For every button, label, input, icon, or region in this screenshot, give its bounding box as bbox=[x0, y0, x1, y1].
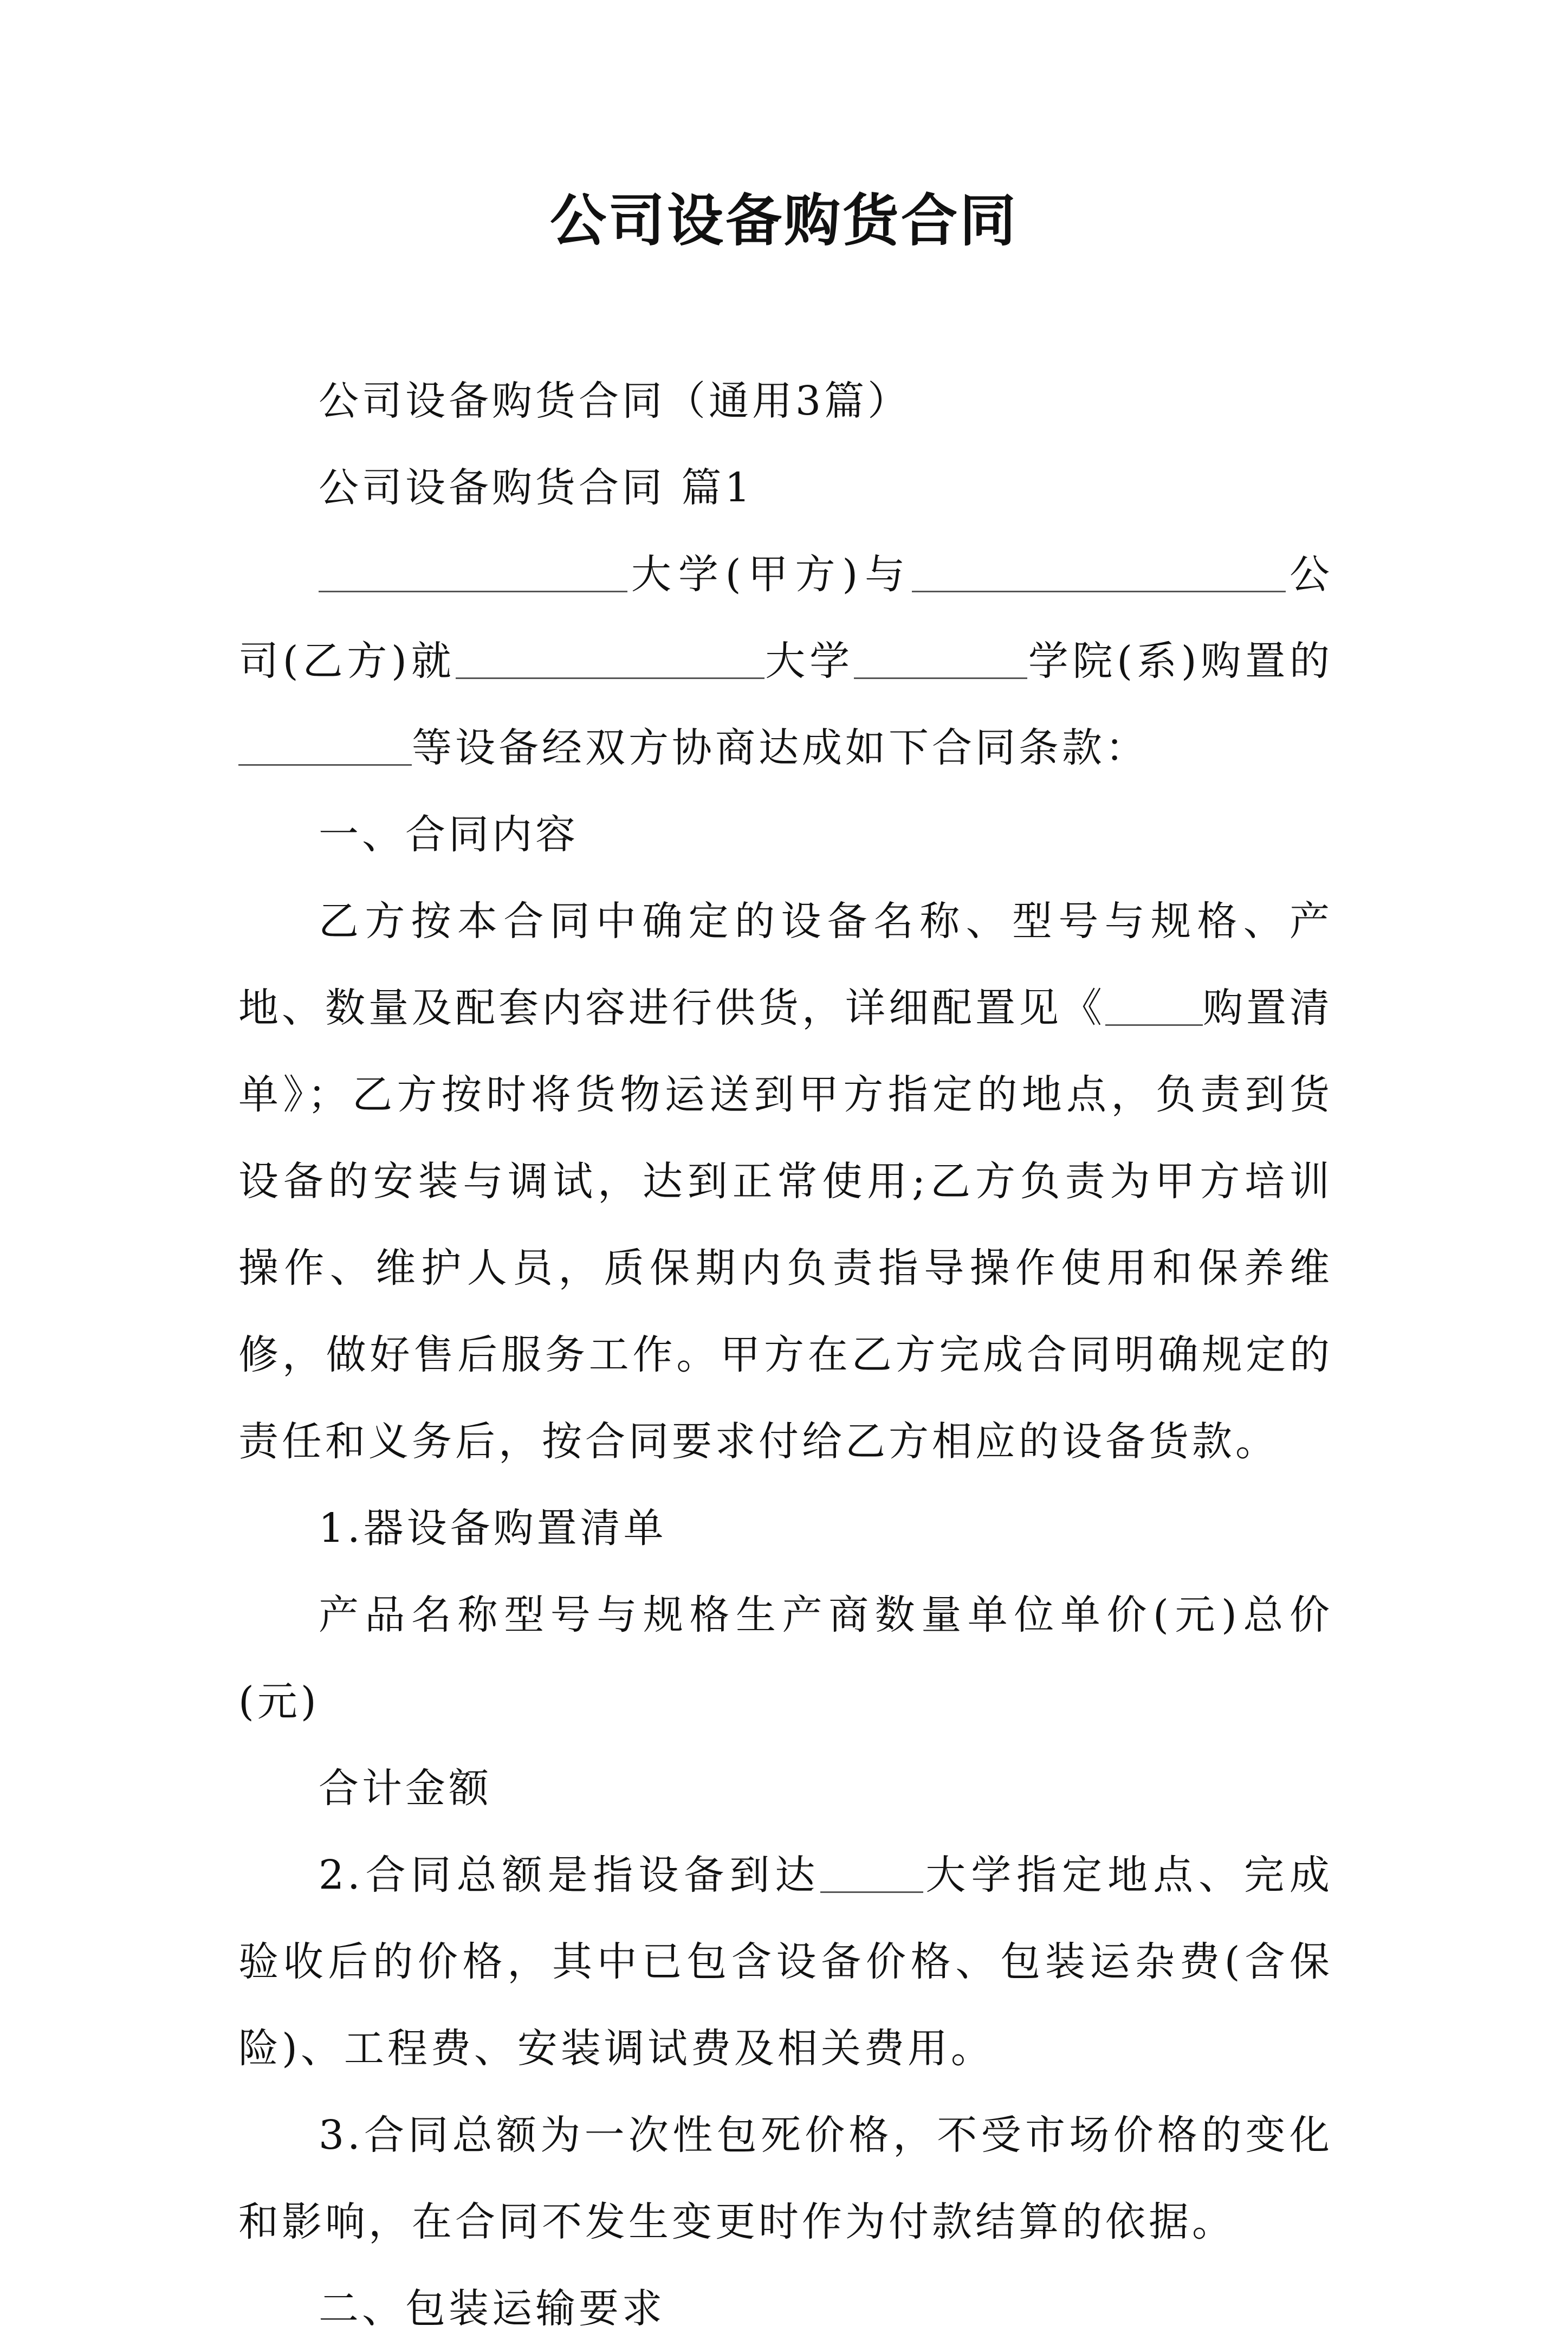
blank-university-b bbox=[456, 645, 764, 679]
item-1: 1.器设备购置清单 bbox=[319, 1505, 667, 1552]
intro-text-3: 大学 bbox=[764, 638, 854, 684]
item2-text-a: 2.合同总额是指设备到达 bbox=[319, 1852, 821, 1898]
document-title: 公司设备购货合同 bbox=[549, 187, 1018, 254]
content-text-a: 乙方按本合同中确定的设备名称、型号与规格、产地、数量及配套内容进行供货，详细配置见《 bbox=[238, 898, 1333, 1031]
item-3: 3.合同总额为一次性包死价格，不受市场价格的变化和影响，在合同不发生变更时作为付款结算的依据。 bbox=[238, 2112, 1333, 2245]
blank-equipment bbox=[238, 732, 412, 766]
intro-text-1: 大学(甲方)与 bbox=[627, 551, 912, 598]
contract-content-paragraph bbox=[238, 878, 1333, 1485]
table-header-line: 产品名称型号与规格生产商数量单位单价(元)总价(元) bbox=[238, 1592, 1333, 1725]
section-heading: 公司设备购货合同 篇1 bbox=[319, 464, 754, 511]
item-2 bbox=[238, 1832, 1333, 2092]
intro-paragraph bbox=[238, 531, 1333, 791]
blank-list-name bbox=[1105, 992, 1203, 1026]
blank-company bbox=[912, 558, 1286, 592]
document-subtitle: 公司设备购货合同（通用3篇） bbox=[319, 378, 911, 424]
intro-text-2: 公司(乙方)就 bbox=[238, 551, 1333, 684]
intro-text-5: 等设备经双方协商达成如下合同条款： bbox=[412, 725, 1149, 771]
heading-packaging: 二、包装运输要求 bbox=[319, 2285, 665, 2332]
item2-text-b: 大学指定地点、完成验收后的价格，其中已包含设备价格、包装运杂费(含保险)、工程费、安装调试费及相关费用。 bbox=[238, 1852, 1333, 2072]
blank-university-a bbox=[319, 558, 627, 592]
table-total-line: 合计金额 bbox=[319, 1765, 492, 1812]
blank-delivery-university bbox=[820, 1859, 923, 1893]
content-text-b: 购置清单》；乙方按时将货物运送到甲方指定的地点，负责到货设备的安装与调试，达到正常使用;乙方负责为甲方培训操作、维护人员，质保期内负责指导操作使用和保养维修，做好售后服务工作。甲方在乙方完成合同明确规定的责任和义务后，按合同要求付给乙方相应的设备货款。 bbox=[238, 985, 1333, 1465]
document-body bbox=[238, 358, 1333, 2352]
heading-contract-content: 一、合同内容 bbox=[319, 811, 579, 858]
intro-text-4: 学院(系)购置的 bbox=[1027, 638, 1333, 684]
blank-college bbox=[854, 645, 1027, 679]
